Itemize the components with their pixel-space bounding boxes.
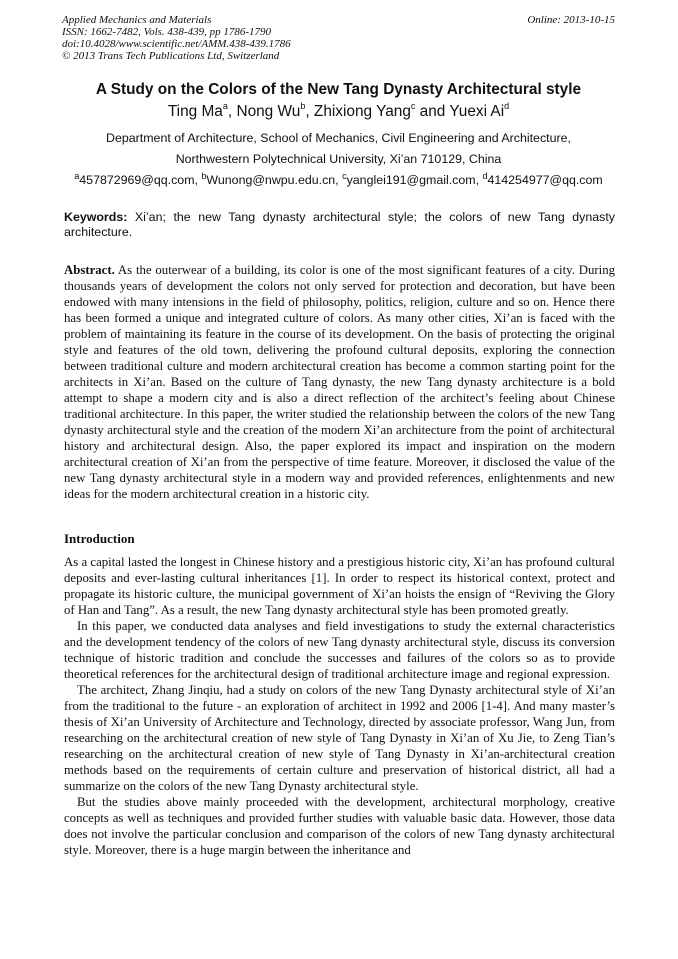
author-sep: and [415, 103, 450, 120]
journal-header [62, 14, 615, 62]
abstract [64, 262, 615, 502]
keywords [64, 210, 615, 240]
email-list [62, 173, 615, 187]
email-address: 414254977@qq.com [487, 173, 603, 187]
abstract-text: As the outerwear of a building, its color is one of the most significant features of a city. During thousands years of development the colors not only served for protection and decoration, but have been endowed with many intensions in the field of philosophy, politics, religion, culture and so on. Hence there has been formed a unique and integrated culture of colors. As many other cities, Xi’an is faced with the problem of maintaining its feature in the course of its development. On the basis of protecting the original style and features of the old town, delivering the profound cultural deposits, exploring the connection between traditional culture and modern architectural creation has become a common starting point for the architects in Xi’an. Based on the culture of Tang dynasty, the new Tang dynasty architecture is a bold attempt to shape a modern city and is also a direct reflection of the architect’s feeling about Chinese traditional architecture. In this paper, the writer studied the relationship between the colors of the new Tang dynasty architectural style and the creation of the modern Xi’an architecture from the point of architectural history and architectural design. Also, the paper explored its impact and inspiration on the modern architectural creation of Xi’an from the perspective of time feature. Moreover, it disclosed the value of the new Tang dynasty architectural style in a modern way and provided references, enlightenments and new ideas for the modern architectural creation in a historic city. [64, 263, 615, 501]
email-sup: a [74, 171, 80, 181]
journal-name: Applied Mechanics and Materials [62, 14, 212, 26]
email-sep: , [194, 173, 202, 187]
affiliation-line-1: Department of Architecture, School of Mechanics, Civil Engineering and Architecture, [106, 131, 571, 145]
copyright-line: © 2013 Trans Tech Publications Ltd, Switzerland [62, 50, 280, 62]
email-sup: b [201, 171, 207, 181]
paper-title: A Study on the Colors of the New Tang Dynasty Architectural style [95, 81, 582, 98]
author-sup: d [504, 101, 510, 111]
email-sup: c [342, 171, 347, 181]
abstract-label: Abstract. [64, 263, 115, 277]
email-address: 457872969@qq.com [79, 173, 195, 187]
author-name: Yuexi Ai [449, 103, 505, 120]
paragraph: In this paper, we conducted data analyses and field investigations to study the external characteristics and the development tendency of the colors of new Tang dynasty architectural style, discuss its conversion technique of historic tradition and conclude the successes and failures of the colors so as to provide theoretical references for the architectural design of traditional architecture image and regional expression. [64, 619, 615, 681]
issn-line: ISSN: 1662-7482, Vols. 438-439, pp 1786-1790 [62, 26, 271, 38]
introduction-body [64, 554, 615, 858]
author-name: Nong Wu [236, 103, 301, 120]
doi-line: doi:10.4028/www.scientific.net/AMM.438-439.1786 [62, 38, 291, 50]
keywords-text: Xi’an; the new Tang dynasty architectural style; the colors of new Tang dynasty architecture. [64, 210, 615, 239]
paragraph: As a capital lasted the longest in Chinese history and a prestigious historic city, Xi’an has profound cultural deposits and ever-lasting cultural inheritances [1]. In order to respect its historical context, protect and propagate its historic culture, the municipal government of Xi’an hoists the ensign of “Reviving the Glory of Han and Tang”. As a result, the new Tang dynasty architectural style has been promoted greatly. [64, 555, 615, 617]
paragraph: But the studies above mainly proceeded with the development, architectural morphology, creative concepts as well as techniques and provided further studies with valuable basic data. However, those data does not involve the particular conclusion and comparison of the colors of new Tang dynasty architectural style. Moreover, there is a huge margin between the inheritance and [64, 795, 615, 857]
author-sep: , [227, 103, 237, 120]
keywords-label: Keywords: [64, 210, 128, 224]
author-name: Ting Ma [167, 103, 223, 120]
author-name: Zhixiong Yang [313, 103, 411, 120]
author-sep: , [305, 103, 314, 120]
online-date: Online: 2013-10-15 [527, 14, 615, 26]
affiliation-line-2: Northwestern Polytechnical University, Xi’an 710129, China [175, 152, 502, 166]
section-heading-introduction: Introduction [64, 531, 135, 546]
email-sup: d [482, 171, 488, 181]
author-sup: b [300, 101, 306, 111]
email-address: Wunong@nwpu.edu.cn [206, 173, 336, 187]
author-sup: a [222, 101, 228, 111]
email-sep: , [335, 173, 343, 187]
author-list [62, 103, 615, 121]
email-sep: , [475, 173, 483, 187]
email-address: yanglei191@gmail.com [346, 173, 476, 187]
paragraph: The architect, Zhang Jinqiu, had a study on colors of the new Tang Dynasty architectural style of Xi’an from the traditional to the future - an exploration of architect in 1992 and 2006 [1-4]. And many master’s thesis of Xi’an University of Architecture and Technology, directed by associate professor, Wang Jun, from researching on the architectural creation of new style of Tang Dynasty in Xi’an of Xu Jie, to Zeng Tian’s researching on the architectural creation of new style of Tang Dynasty in Xi’an-architectural creation methods based on the requirements of certain culture and preservation of historical district, all had a summarize on the colors of the new Tang Dynasty architectural style. [64, 683, 615, 793]
author-sup: c [410, 101, 416, 111]
